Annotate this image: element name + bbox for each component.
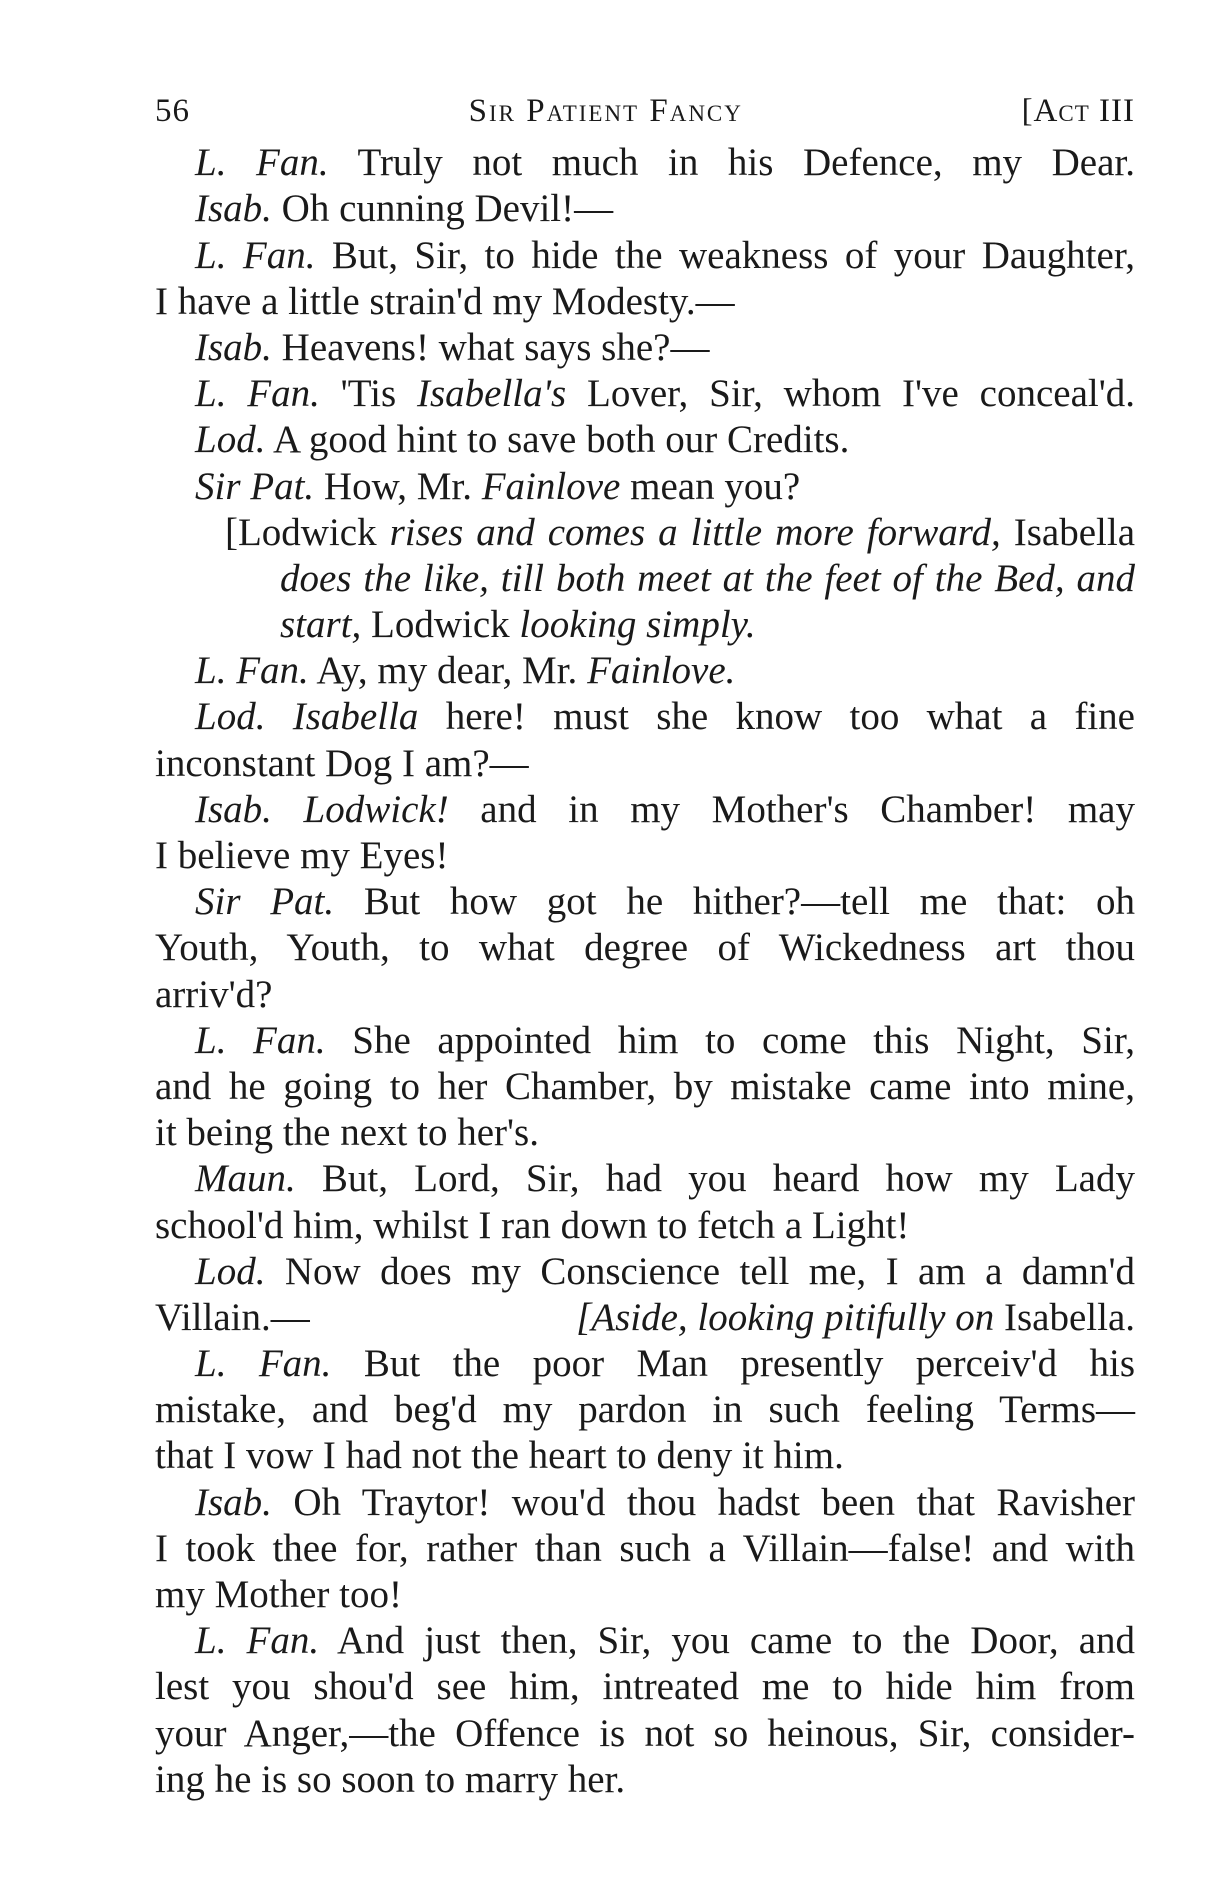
text-line: it being the next to her's. <box>155 1111 539 1155</box>
text-line: ing he is so soon to marry her. <box>155 1757 626 1801</box>
stage-direction-line: does the like, till both meet at the feet of the Bed, and <box>280 556 1135 600</box>
text-line: Lod. Isabella here! must she know too what a fine <box>195 695 1135 739</box>
stage-direction-line: start, Lodwick looking simply. <box>280 603 756 647</box>
text-line: L. Fan. Truly not much in his Defence, my Dear. <box>195 141 1136 185</box>
text-line: lest you shou'd see him, intreated me to hide him from <box>155 1665 1135 1709</box>
text-line: Isab. Oh cunning Devil!— <box>195 187 614 231</box>
play-text <box>155 140 1135 1803</box>
text-line: I have a little strain'd my Modesty.— <box>155 279 735 323</box>
act-label: [Act III <box>1021 93 1135 129</box>
page-number: 56 <box>155 93 190 129</box>
text-line: my Mother too! <box>155 1573 402 1617</box>
text-line: arriv'd? <box>155 972 273 1016</box>
text-line: L. Fan. But, Sir, to hide the weakness of your Daughter, <box>195 233 1135 277</box>
text-line: Maun. But, Lord, Sir, had you heard how my Lady <box>195 1157 1135 1201</box>
text-line: L. Fan. Ay, my dear, Mr. Fainlove. <box>195 649 736 693</box>
text-line: I believe my Eyes! <box>155 834 449 878</box>
stage-direction-line: [Lodwick rises and comes a little more forward, Isabella <box>225 510 1136 554</box>
aside-direction: [Aside, looking pitifully on <box>576 1295 995 1339</box>
text-line: Lod. Now does my Conscience tell me, I am a damn'd <box>195 1249 1135 1293</box>
text-line: inconstant Dog I am?— <box>155 741 529 785</box>
text-line: Lod. A good hint to save both our Credits. <box>195 418 850 462</box>
text-line: that I vow I had not the heart to deny it him. <box>155 1434 844 1478</box>
text-line: school'd him, whilst I ran down to fetch a Light! <box>155 1203 910 1247</box>
text-line: L. Fan. She appointed him to come this Night, Sir, <box>195 1018 1136 1062</box>
text-line: L. Fan. 'Tis Isabella's Lover, Sir, whom I've conceal'd. <box>195 372 1135 416</box>
text-line: Isab. Heavens! what says she?— <box>195 325 710 369</box>
running-header <box>155 88 1135 134</box>
text-line: Villain.— [Aside, looking pitifully on Isabella. <box>155 1295 1135 1339</box>
text-line: mistake, and beg'd my pardon in such feeling Terms— <box>155 1388 1135 1432</box>
text-line: Sir Pat. But how got he hither?—tell me that: oh <box>195 880 1136 924</box>
text-line: I took thee for, rather than such a Villain—false! and with <box>155 1526 1135 1570</box>
text-line: L. Fan. And just then, Sir, you came to the Door, and <box>195 1619 1136 1663</box>
book-page <box>155 88 1135 1803</box>
text-line: and he going to her Chamber, by mistake came into mine, <box>155 1064 1135 1108</box>
running-title: Sir Patient Fancy <box>468 93 743 129</box>
text-line: your Anger,—the Offence is not so heinous, Sir, consider- <box>155 1711 1135 1755</box>
text-line: Isab. Oh Traytor! wou'd thou hadst been that Ravisher <box>195 1480 1135 1524</box>
text-line: Youth, Youth, to what degree of Wickedness art thou <box>155 926 1135 970</box>
text-line: L. Fan. But the poor Man presently perceiv'd his <box>195 1342 1135 1386</box>
text-line: Isab. Lodwick! and in my Mother's Chamber! may <box>195 787 1135 831</box>
text-line: Sir Pat. How, Mr. Fainlove mean you? <box>195 464 801 508</box>
